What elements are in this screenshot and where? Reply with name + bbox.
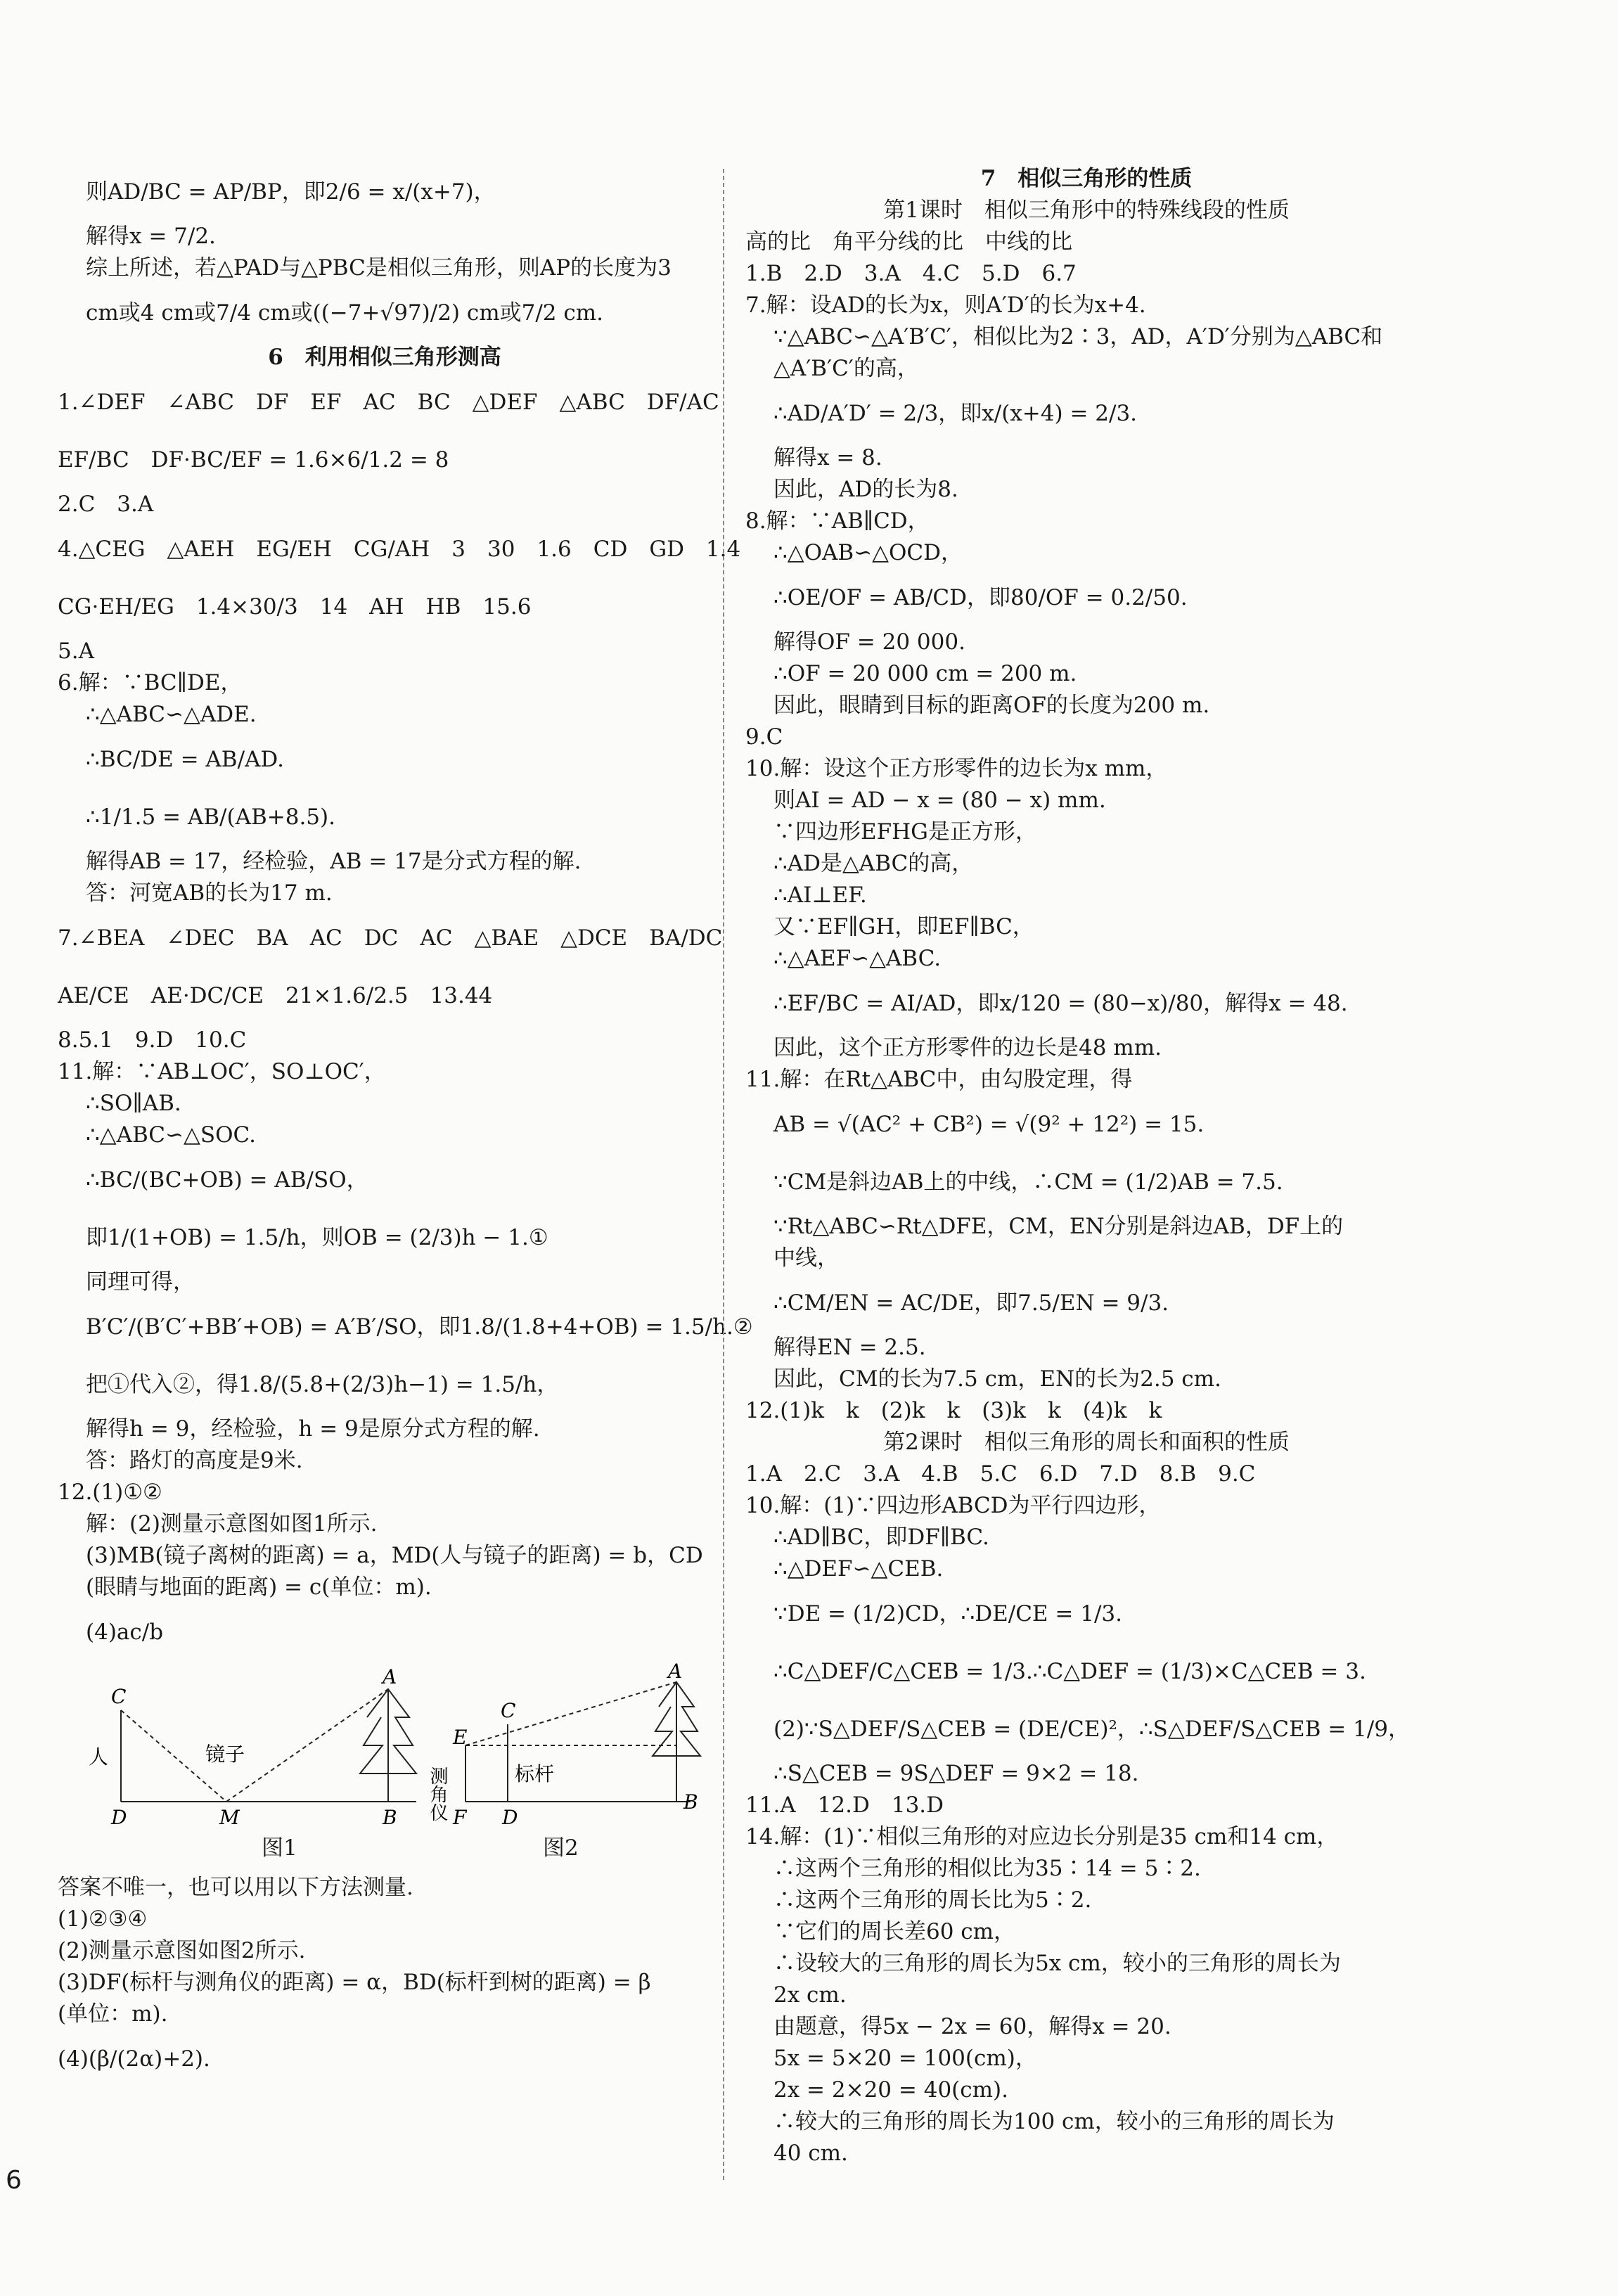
fig1-label-c: C (111, 1685, 127, 1708)
text-line: ∴△ABC∽△ADE. (86, 702, 257, 727)
text-line: ∴△OAB∽△OCD， (773, 540, 963, 565)
text-line: (1)②③④ (58, 1906, 148, 1932)
fig1-label-m: M (219, 1806, 240, 1829)
text-line: (眼睛与地面的距离) = c(单位：m). (86, 1575, 432, 1600)
text-line: 答案不唯一，也可以用以下方法测量. (58, 1875, 413, 1900)
text-line: ∴SO∥AB. (86, 1091, 181, 1116)
figure-1-drawing (86, 1665, 423, 1830)
text-line: 则AD/BC = AP/BP，即2/6 = x/(x+7)， (86, 179, 496, 205)
text-line: (3)MB(镜子离树的距离) = a，MD(人与镜子的距离) = b，CD (86, 1543, 703, 1568)
fig2-label-b: B (683, 1790, 698, 1814)
text-line: 9.C (745, 724, 783, 750)
text-line: ∴1/1.5 = AB/(AB+8.5). (86, 804, 335, 830)
text-line: ∴C△DEF/C△CEB = 1/3.∴C△DEF = (1/3)×C△CEB = 3. (773, 1659, 1366, 1684)
text-line: (4)(β/(2α)+2). (58, 2046, 210, 2072)
text-line: 12.(1)k k (2)k k (3)k k (4)k k (745, 1398, 1162, 1423)
section-title: 7 相似三角形的性质 (980, 166, 1193, 191)
fig2-label-d: D (502, 1806, 518, 1829)
text-line: ∴AI⊥EF. (773, 883, 867, 908)
text-line: 40 cm. (773, 2141, 848, 2166)
text-line: 综上所述，若△PAD与△PBC是相似三角形，则AP的长度为3 (86, 255, 672, 281)
text-line: 5x = 5×20 = 100(cm)， (773, 2046, 1037, 2071)
text-line: 解得x = 8. (773, 445, 882, 470)
text-line: ∵四边形EFHG是正方形， (773, 819, 1037, 845)
text-line: 答：河宽AB的长为17 m. (86, 880, 333, 906)
text-line: 10.解：设这个正方形零件的边长为x mm， (745, 756, 1168, 781)
text-line: 同理可得， (86, 1269, 195, 1295)
text-line: (4)ac/b (86, 1620, 164, 1645)
text-line: ∴△AEF∽△ABC. (773, 946, 942, 971)
text-line: 解得EN = 2.5. (773, 1335, 926, 1360)
figure-2 (427, 1660, 719, 1861)
text-line: 解得x = 7/2. (86, 224, 216, 249)
text-line: ∵△ABC∽△A′B′C′，相似比为2∶3，AD，A′D′分别为△ABC和 (773, 324, 1383, 349)
text-line: 5.A (58, 639, 94, 664)
text-line: 11.解：∵AB⊥OC′，SO⊥OC′， (58, 1059, 386, 1084)
text-line: 因此，CM的长为7.5 cm，EN的长为2.5 cm. (773, 1366, 1221, 1392)
text-line: 14.解：(1)∵相似三角形的对应边长分别是35 cm和14 cm， (745, 1824, 1339, 1849)
fig1-label-d: D (111, 1806, 127, 1829)
text-line: 中线， (773, 1245, 839, 1271)
text-line: ∴OE/OF = AB/CD，即80/OF = 0.2/50. (773, 585, 1188, 610)
text-line: ∴BC/DE = AB/AD. (86, 747, 285, 772)
text-line: 7.解：设AD的长为x，则A′D′的长为x+4. (745, 293, 1146, 318)
text-line: ∴BC/(BC+OB) = AB/SO， (86, 1167, 368, 1193)
fig2-label-e: E (453, 1726, 468, 1749)
text-line: ∴OF = 20 000 cm = 200 m. (773, 661, 1077, 686)
text-line: 4.△CEG △AEH EG/EH CG/AH 3 30 1.6 CD GD 1.4 (58, 537, 741, 562)
text-line: 则AI = AD − x = (80 − x) mm. (773, 788, 1106, 813)
text-line: B′C′/(B′C′+BB′+OB) = A′B′/SO，即1.8/(1.8+4+OB) = 1.5/h.② (86, 1314, 753, 1340)
text-line: 10.解：(1)∵四边形ABCD为平行四边形， (745, 1493, 1161, 1518)
fig2-label-c: C (501, 1699, 516, 1722)
text-line: 因此，AD的长为8. (773, 477, 958, 502)
fig2-label-f: F (453, 1806, 467, 1829)
text-line: ∴AD是△ABC的高， (773, 851, 974, 876)
lesson-title: 第2课时 相似三角形的周长和面积的性质 (883, 1430, 1290, 1455)
page-number: 6 (6, 2166, 22, 2195)
text-line: 1.B 2.D 3.A 4.C 5.D 6.7 (745, 261, 1077, 286)
measurement-figures (58, 1660, 712, 1861)
column-divider (723, 169, 724, 2180)
text-line: 8.解：∵AB∥CD， (745, 508, 930, 534)
figure-1-caption: 图1 (262, 1835, 297, 1861)
text-line: 11.解：在Rt△ABC中，由勾股定理，得 (745, 1067, 1133, 1092)
text-line: (单位：m). (58, 2001, 168, 2027)
fig2-label-a: A (668, 1660, 683, 1683)
fig2-label-instrument: 测角仪 (427, 1766, 448, 1821)
text-line: △A′B′C′的高， (773, 356, 919, 381)
lesson-title: 第1课时 相似三角形中的特殊线段的性质 (883, 198, 1290, 223)
text-line: 即1/(1+OB) = 1.5/h，则OB = (2/3)h − 1.① (86, 1225, 548, 1250)
text-line: 因此，这个正方形零件的边长是48 mm. (773, 1035, 1162, 1060)
text-line: ∴CM/EN = AC/DE，即7.5/EN = 9/3. (773, 1290, 1169, 1316)
section-title: 6 利用相似三角形测高 (268, 345, 501, 370)
text-line: ∴设较大的三角形的周长为5x cm，较小的三角形的周长为 (773, 1951, 1341, 1976)
fig1-label-mirror: 镜子 (205, 1743, 245, 1766)
text-line: 7.∠BEA ∠DEC BA AC DC AC △BAE △DCE BA/DC (58, 925, 723, 951)
fig1-label-a: A (383, 1665, 397, 1688)
figure-2-drawing (427, 1660, 719, 1830)
fig2-label-pole: 标杆 (515, 1762, 555, 1785)
text-line: ∵Rt△ABC∽Rt△DFE，CM，EN分别是斜边AB，DF上的 (773, 1214, 1344, 1239)
text-line: 11.A 12.D 13.D (745, 1792, 944, 1818)
text-line: 6.解：∵BC∥DE， (58, 670, 243, 695)
text-line: 1.∠DEF ∠ABC DF EF AC BC △DEF △ABC DF/AC (58, 390, 719, 415)
text-line: cm或4 cm或7/4 cm或((−7+√97)/2) cm或7/2 cm. (86, 300, 603, 326)
text-line: 1.A 2.C 3.A 4.B 5.C 6.D 7.D 8.B 9.C (745, 1461, 1256, 1487)
text-line: 解得AB = 17，经检验，AB = 17是分式方程的解. (86, 849, 582, 874)
text-line: ∵它们的周长差60 cm， (773, 1919, 1016, 1944)
text-line: AE/CE AE·DC/CE 21×1.6/2.5 13.44 (58, 983, 493, 1008)
text-line: 解得OF = 20 000. (773, 629, 965, 655)
text-line: 又∵EF∥GH，即EF∥BC， (773, 914, 1034, 939)
fig1-label-person: 人 (89, 1745, 109, 1769)
text-line: EF/BC DF·BC/EF = 1.6×6/1.2 = 8 (58, 447, 449, 473)
figure-2-caption: 图2 (543, 1835, 579, 1861)
text-line: 答：路灯的高度是9米. (86, 1448, 303, 1473)
text-line: 把①代入②，得1.8/(5.8+(2/3)h−1) = 1.5/h， (86, 1372, 559, 1397)
figure-1 (86, 1665, 423, 1861)
text-line: (2)测量示意图如图2所示. (58, 1938, 306, 1963)
text-line: (3)DF(标杆与测角仪的距离) = α，BD(标杆到树的距离) = β (58, 1970, 651, 1995)
left-column (58, 163, 753, 2088)
text-line: 解得h = 9，经检验，h = 9是原分式方程的解. (86, 1416, 540, 1442)
text-line: AB = √(AC² + CB²) = √(9² + 12²) = 15. (773, 1112, 1205, 1137)
right-column (745, 163, 1427, 2169)
text-line: 2.C 3.A (58, 492, 154, 517)
text-line: 12.(1)①② (58, 1480, 162, 1505)
text-line: ∴△ABC∽△SOC. (86, 1122, 256, 1148)
text-line: ∴AD/A′D′ = 2/3，即x/(x+4) = 2/3. (773, 401, 1138, 426)
fig1-label-b: B (383, 1806, 397, 1829)
text-line: 高的比 角平分线的比 中线的比 (745, 229, 1072, 255)
text-line: 解：(2)测量示意图如图1所示. (86, 1511, 378, 1537)
text-line: ∵DE = (1/2)CD，∴DE/CE = 1/3. (773, 1601, 1122, 1627)
text-line: (2)∵S△DEF/S△CEB = (DE/CE)²，∴S△DEF/S△CEB = 1/9， (773, 1717, 1410, 1742)
text-line: ∴EF/BC = AI/AD，即x/120 = (80−x)/80，解得x = 48. (773, 991, 1348, 1016)
text-line: 2x = 2×20 = 40(cm). (773, 2077, 1008, 2103)
text-line: ∴这两个三角形的周长比为5∶2. (773, 1887, 1092, 1913)
text-line: CG·EH/EG 1.4×30/3 14 AH HB 15.6 (58, 594, 532, 620)
text-line: ∴较大的三角形的周长为100 cm，较小的三角形的周长为 (773, 2109, 1335, 2134)
text-line: ∵CM是斜边AB上的中线，∴CM = (1/2)AB = 7.5. (773, 1169, 1283, 1195)
text-line: 2x cm. (773, 1982, 847, 2008)
text-line: ∴△DEF∽△CEB. (773, 1556, 944, 1582)
text-line: ∴AD∥BC，即DF∥BC. (773, 1525, 989, 1550)
text-line: 因此，眼睛到目标的距离OF的长度为200 m. (773, 693, 1210, 718)
text-line: ∴这两个三角形的相似比为35∶14 = 5∶2. (773, 1856, 1201, 1881)
text-line: 8.5.1 9.D 10.C (58, 1027, 247, 1053)
text-line: ∴S△CEB = 9S△DEF = 9×2 = 18. (773, 1761, 1139, 1786)
text-line: 由题意，得5x − 2x = 60，解得x = 20. (773, 2014, 1171, 2039)
